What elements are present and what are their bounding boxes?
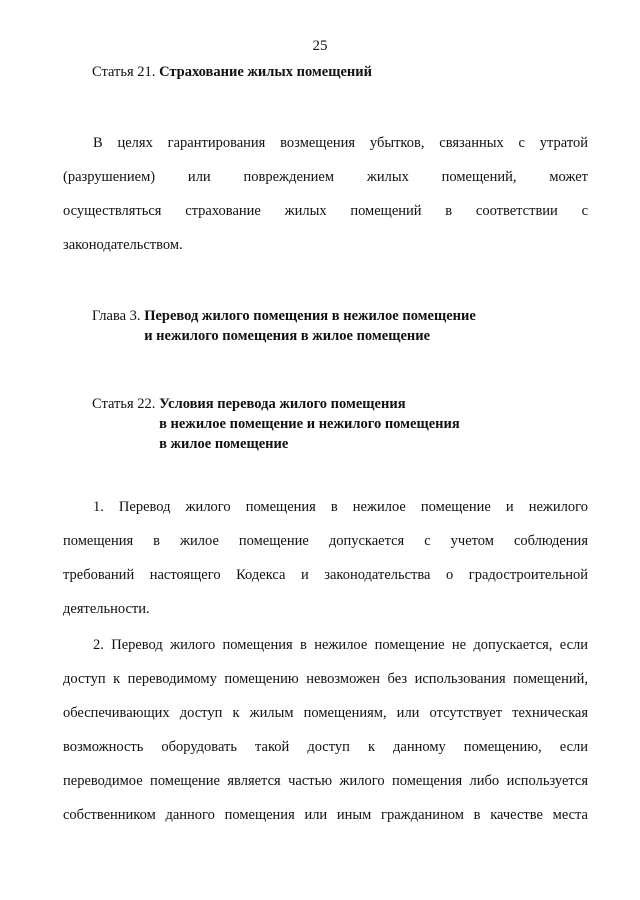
article-22-title-line: в жилое помещение — [159, 436, 289, 452]
text-line: (разрушением) или повреждением жилых помещений, может — [63, 169, 588, 185]
text-line: В целях гарантирования возмещения убытков, связанных с утратой — [93, 135, 588, 151]
article-21-title: Страхование жилых помещений — [159, 64, 372, 80]
article-22-title-line: Условия перевода жилого помещения — [159, 396, 406, 412]
article-22-paragraph-1 — [63, 490, 588, 626]
text-line: переводимое помещение является частью жилого помещения либо используется — [63, 773, 588, 789]
article-22-title-line: в нежилое помещение и нежилого помещения — [159, 416, 460, 432]
page-number: 25 — [312, 38, 328, 54]
chapter-3-heading — [92, 306, 476, 346]
article-21-heading — [92, 62, 372, 82]
chapter-3-title — [144, 306, 476, 346]
chapter-3-title-line: и нежилого помещения в жилое помещение — [144, 328, 431, 344]
article-21-prefix: Статья 21. — [92, 64, 156, 80]
article-22-prefix: Статья 22. — [92, 396, 156, 412]
text-line: деятельности. — [63, 601, 150, 617]
article-21-paragraph — [63, 126, 588, 262]
text-line: 1. Перевод жилого помещения в нежилое помещение и нежилого — [93, 499, 588, 515]
text-line: законодательством. — [63, 237, 183, 253]
text-line: доступ к переводимому помещению невозможен без использования помещений, — [63, 671, 588, 687]
text-line: осуществляться страхование жилых помещений в соответствии с — [63, 203, 588, 219]
article-22-title — [159, 394, 460, 454]
text-line: обеспечивающих доступ к жилым помещениям, или отсутствует техническая — [63, 705, 588, 721]
text-line: собственником данного помещения или иным гражданином в качестве места — [63, 807, 588, 823]
chapter-3-title-line: Перевод жилого помещения в нежилое помещение — [144, 308, 476, 324]
text-line: требований настоящего Кодекса и законодательства о градостроительной — [63, 567, 588, 583]
text-line: 2. Перевод жилого помещения в нежилое помещение не допускается, если — [93, 637, 588, 653]
text-line: возможность оборудовать такой доступ к данному помещению, если — [63, 739, 588, 755]
text-line: помещения в жилое помещение допускается с учетом соблюдения — [63, 533, 588, 549]
chapter-3-prefix: Глава 3. — [92, 308, 141, 324]
article-22-paragraph-2 — [63, 628, 588, 832]
article-22-heading — [92, 394, 460, 454]
